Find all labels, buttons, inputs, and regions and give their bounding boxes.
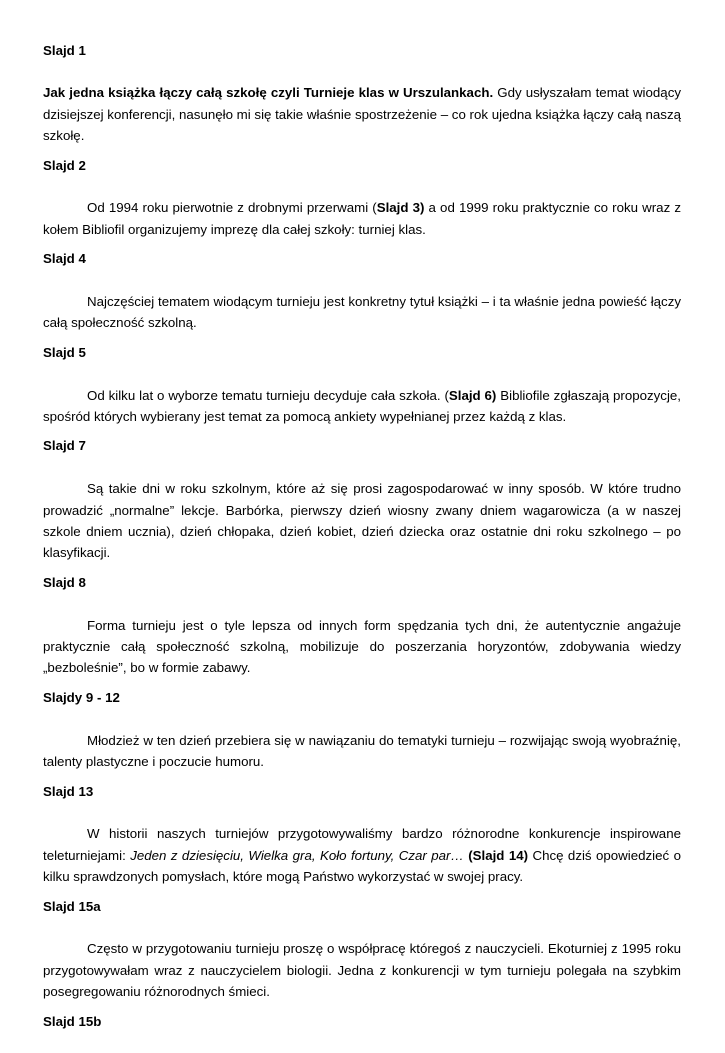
bold-title: Jak jedna książka łączy całą szkołę czyli Turnieje klas w Urszulankach. (43, 85, 494, 101)
paragraph: Młodzież w ten dzień przebiera się w nawiązaniu do tematyki turnieju – rozwijając swoją wyobraźnię, talenty plastyczne i poczucie humoru. (43, 732, 681, 770)
bold-reference: Slajd 6) (448, 387, 497, 403)
section-slajd-8 (43, 572, 681, 679)
bold-reference: (Slajd 14) (463, 847, 529, 863)
section-slajd-4 (43, 248, 681, 334)
paragraph-text: Bibliofile zgłaszają propozycje, spośród których wybierany jest temat za pomocą ankiety wypełnianej przez każdą z klas. (43, 387, 681, 425)
paragraph (43, 197, 681, 240)
section-slajd-15b (43, 1011, 681, 1032)
section-heading: Slajd 5 (43, 344, 86, 360)
paragraph (43, 82, 681, 146)
bold-reference: Slajd 3) (376, 200, 425, 216)
paragraph: Najczęściej tematem wiodącym turnieju jest konkretny tytuł książki – i ta właśnie jedna powieść łączy całą społeczność szkolną. (43, 294, 681, 331)
paragraph: Forma turnieju jest o tyle lepsza od innych form spędzania tych dni, że autentycznie angażuje praktycznie całą społeczność szkolną, mobilizuje do poszerzania horyzontów, zdobywania wiedzy „bezboleśnie”, bo w formie zabawy. (43, 617, 681, 676)
section-heading: Slajd 15b (43, 1013, 102, 1029)
italic-titles: Jeden z dziesięciu, Wielka gra, Koło fortuny, Czar par… (130, 847, 464, 863)
section-heading: Slajd 13 (43, 783, 94, 799)
paragraph-text: Od kilku lat o wyborze tematu turnieju decyduje cała szkoła. ( (87, 387, 449, 403)
section-heading: Slajd 15a (43, 898, 101, 914)
paragraph (43, 823, 681, 887)
section-heading: Slajd 1 (43, 43, 86, 58)
paragraph-text: a od 1999 roku praktycznie co roku wraz z kołem Bibliofil organizujemy imprezę dla całej szkoły: turniej klas. (43, 200, 681, 237)
section-slajd-15a (43, 896, 681, 1003)
paragraph-text: Od 1994 roku pierwotnie z drobnymi przerwami ( (87, 200, 377, 216)
paragraph-text: Chcę dziś opowiedzieć o kilku sprawdzonych pomysłach, które mogą Państwo wykorzystać w swojej pracy. (43, 847, 681, 885)
document-page (43, 40, 681, 1053)
paragraph: Są takie dni w roku szkolnym, które aż się prosi zagospodarować w inny sposób. W które trudno prowadzić „normalne” lekcje. Barbórka, pierwszy dzień wiosny zwany dniem wagarowicza (a w naszej szkole dniem ucznia), dzień chłopaka, dzień kobiet, dzień dziecka oraz ostatnie dni roku szkolnego – po klasyfikacji. (43, 481, 681, 561)
section-slajd-1 (43, 40, 681, 147)
section-heading: Slajdy 9 - 12 (43, 689, 120, 705)
section-heading: Slajd 8 (43, 574, 86, 590)
section-heading: Slajd 7 (43, 438, 86, 454)
paragraph-text: W historii naszych turniejów przygotowywaliśmy bardzo różnorodne konkurencje inspirowane teleturniejami: (43, 826, 681, 863)
section-slajdy-9-12 (43, 687, 681, 773)
paragraph (43, 385, 681, 428)
section-heading: Slajd 4 (43, 251, 86, 267)
section-slajd-5 (43, 342, 681, 428)
paragraph-text: Gdy usłyszałam temat wiodący dzisiejszej konferencji, nasunęło mi się takie właśnie spostrzeżenie – co rok ujedna książka łączy całą naszą szkołę. (43, 85, 681, 144)
section-heading: Slajd 2 (43, 157, 86, 173)
section-slajd-2 (43, 155, 681, 241)
paragraph: Często w przygotowaniu turnieju proszę o współpracę któregoś z nauczycieli. Ekoturniej z 1995 roku przygotowywałam wraz z nauczycielem biologii. Jedna z konkurencji w tym turnieju polegała na szybkim posegregowaniu różnorodnych śmieci. (43, 941, 681, 1000)
section-slajd-7 (43, 435, 681, 563)
section-slajd-13 (43, 781, 681, 888)
